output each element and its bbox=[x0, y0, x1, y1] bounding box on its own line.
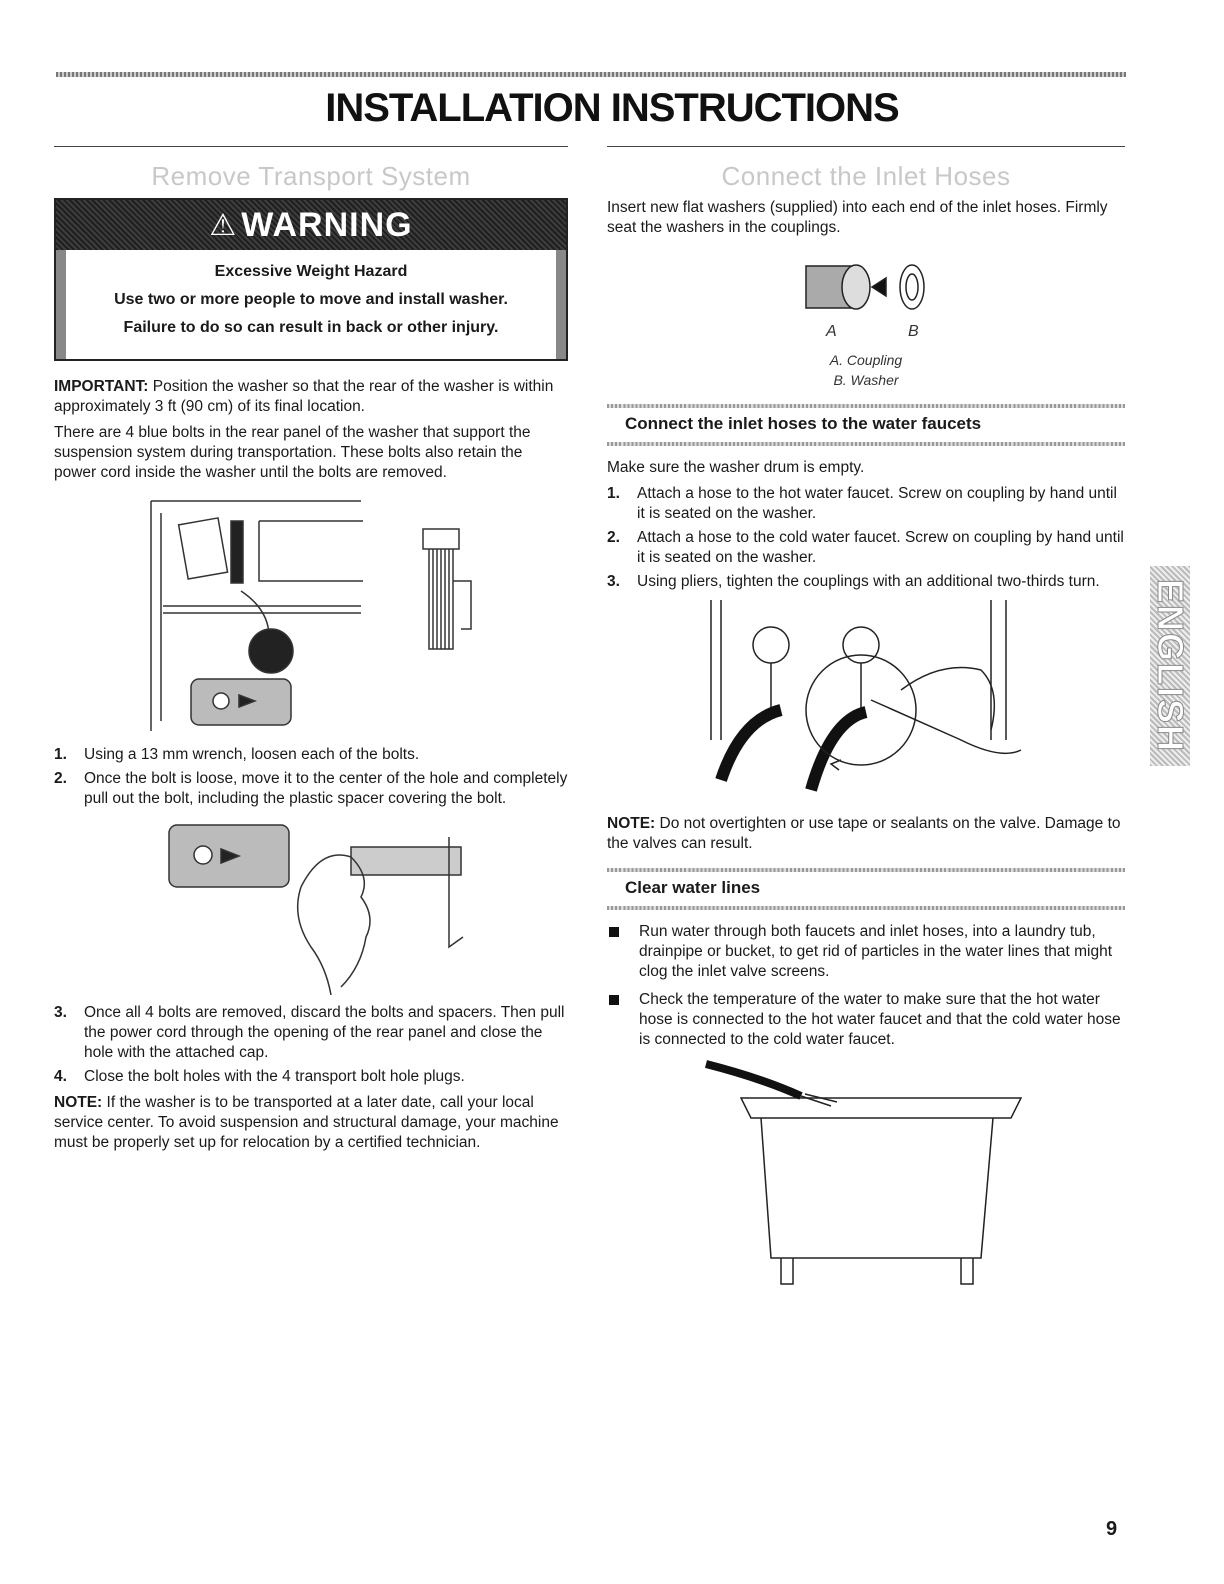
overtighten-note bbox=[607, 814, 1125, 854]
column-rule bbox=[607, 146, 1125, 147]
list-item: 1. Using a 13 mm wrench, loosen each of the bolts. bbox=[54, 746, 420, 763]
important-label: IMPORTANT: bbox=[54, 378, 149, 395]
rear-panel-bolt-illustration bbox=[121, 491, 501, 737]
side-tab-label: ENGLISH bbox=[1150, 578, 1192, 754]
faucet-steps-list bbox=[607, 484, 1125, 592]
fig-letter-b: B bbox=[908, 323, 919, 340]
warning-label: WARNING bbox=[241, 205, 413, 244]
left-column bbox=[54, 146, 568, 1159]
warning-box bbox=[54, 198, 568, 361]
fig-letter-a: A bbox=[826, 323, 837, 340]
laundry-tub-illustration bbox=[701, 1058, 1031, 1290]
coupling-washer-illustration bbox=[766, 246, 966, 342]
section-title-connect-hoses: Connect the Inlet Hoses bbox=[721, 161, 1011, 191]
warning-triangle-icon: ⚠ bbox=[209, 208, 238, 242]
note-text: If the washer is to be transported at a later date, call your local service center. To avoid suspension and structural damage, your machine must be properly set up for relocation by a certified technician. bbox=[54, 1094, 559, 1151]
page-title: INSTALLATION INSTRUCTIONS bbox=[325, 86, 899, 130]
warning-line-2: Failure to do so can result in back or other injury. bbox=[123, 319, 499, 336]
list-item: 2. Attach a hose to the cold water faucet. Screw on coupling by hand until it is seated on the washer. bbox=[607, 529, 1124, 566]
right-column bbox=[607, 146, 1125, 1298]
list-item: 2. Once the bolt is loose, move it to the center of the hole and completely pull out the bolt, including the plastic spacer covering the bolt. bbox=[54, 770, 568, 807]
important-text: Position the washer so that the rear of the washer is within approximately 3 ft (90 cm) of its final location. bbox=[54, 378, 554, 415]
important-paragraph bbox=[54, 377, 568, 417]
list-item: 3. Using pliers, tighten the couplings with an additional two-thirds turn. bbox=[607, 573, 1100, 590]
steps-list-b bbox=[54, 1003, 568, 1087]
note-text: Do not overtighten or use tape or sealants on the valve. Damage to the valves can result. bbox=[607, 815, 1121, 852]
steps-list-a bbox=[54, 745, 568, 809]
subheading-connect-faucets: Connect the inlet hoses to the water faucets bbox=[607, 404, 1125, 446]
list-item: Run water through both faucets and inlet hoses, into a laundry tub, drainpipe or bucket, to get rid of particles in the water lines that might clog the inlet valve screens. bbox=[607, 922, 1125, 982]
bullet-square-icon bbox=[609, 995, 619, 1005]
top-rule bbox=[56, 72, 1126, 77]
warning-header bbox=[56, 200, 566, 250]
note-paragraph bbox=[54, 1093, 568, 1153]
warning-line-1: Use two or more people to move and install washer. bbox=[114, 291, 508, 308]
list-item: 4. Close the bolt holes with the 4 transport bolt hole plugs. bbox=[54, 1068, 465, 1085]
list-item: 1. Attach a hose to the hot water faucet. Screw on coupling by hand until it is seated on the washer. bbox=[607, 485, 1117, 522]
note-label: NOTE: bbox=[607, 815, 656, 832]
drum-empty-text: Make sure the washer drum is empty. bbox=[607, 459, 865, 476]
language-side-tab bbox=[1150, 566, 1190, 766]
subheading-clear-water-lines: Clear water lines bbox=[607, 868, 1125, 910]
caption-b: B. Washer bbox=[833, 372, 899, 388]
bolts-intro: There are 4 blue bolts in the rear panel of the washer that support the suspension system during transportation. These bolts also retain the power cord inside the washer until the bolts are removed. bbox=[54, 424, 531, 481]
page-number: 9 bbox=[1106, 1518, 1118, 1540]
caption-a: A. Coupling bbox=[829, 352, 903, 368]
bullet-square-icon bbox=[609, 927, 619, 937]
faucet-pliers-illustration bbox=[701, 600, 1031, 806]
clear-lines-bullets bbox=[607, 922, 1125, 1050]
warning-body bbox=[56, 250, 566, 359]
note-label: NOTE: bbox=[54, 1094, 103, 1111]
washers-intro: Insert new flat washers (supplied) into each end of the inlet hoses. Firmly seat the washers in the couplings. bbox=[607, 199, 1108, 236]
warning-hazard: Excessive Weight Hazard bbox=[214, 263, 408, 280]
bolt-removal-illustration bbox=[151, 817, 471, 995]
column-rule bbox=[54, 146, 568, 147]
list-item: Check the temperature of the water to make sure that the hot water hose is connected to the hot water faucet and that the cold water hose is connected to the cold water faucet. bbox=[607, 990, 1125, 1050]
section-title-remove-transport: Remove Transport System bbox=[151, 161, 471, 191]
list-item: 3. Once all 4 bolts are removed, discard the bolts and spacers. Then pull the power cord through the opening of the rear panel and close the hole with the attached cap. bbox=[54, 1004, 565, 1061]
